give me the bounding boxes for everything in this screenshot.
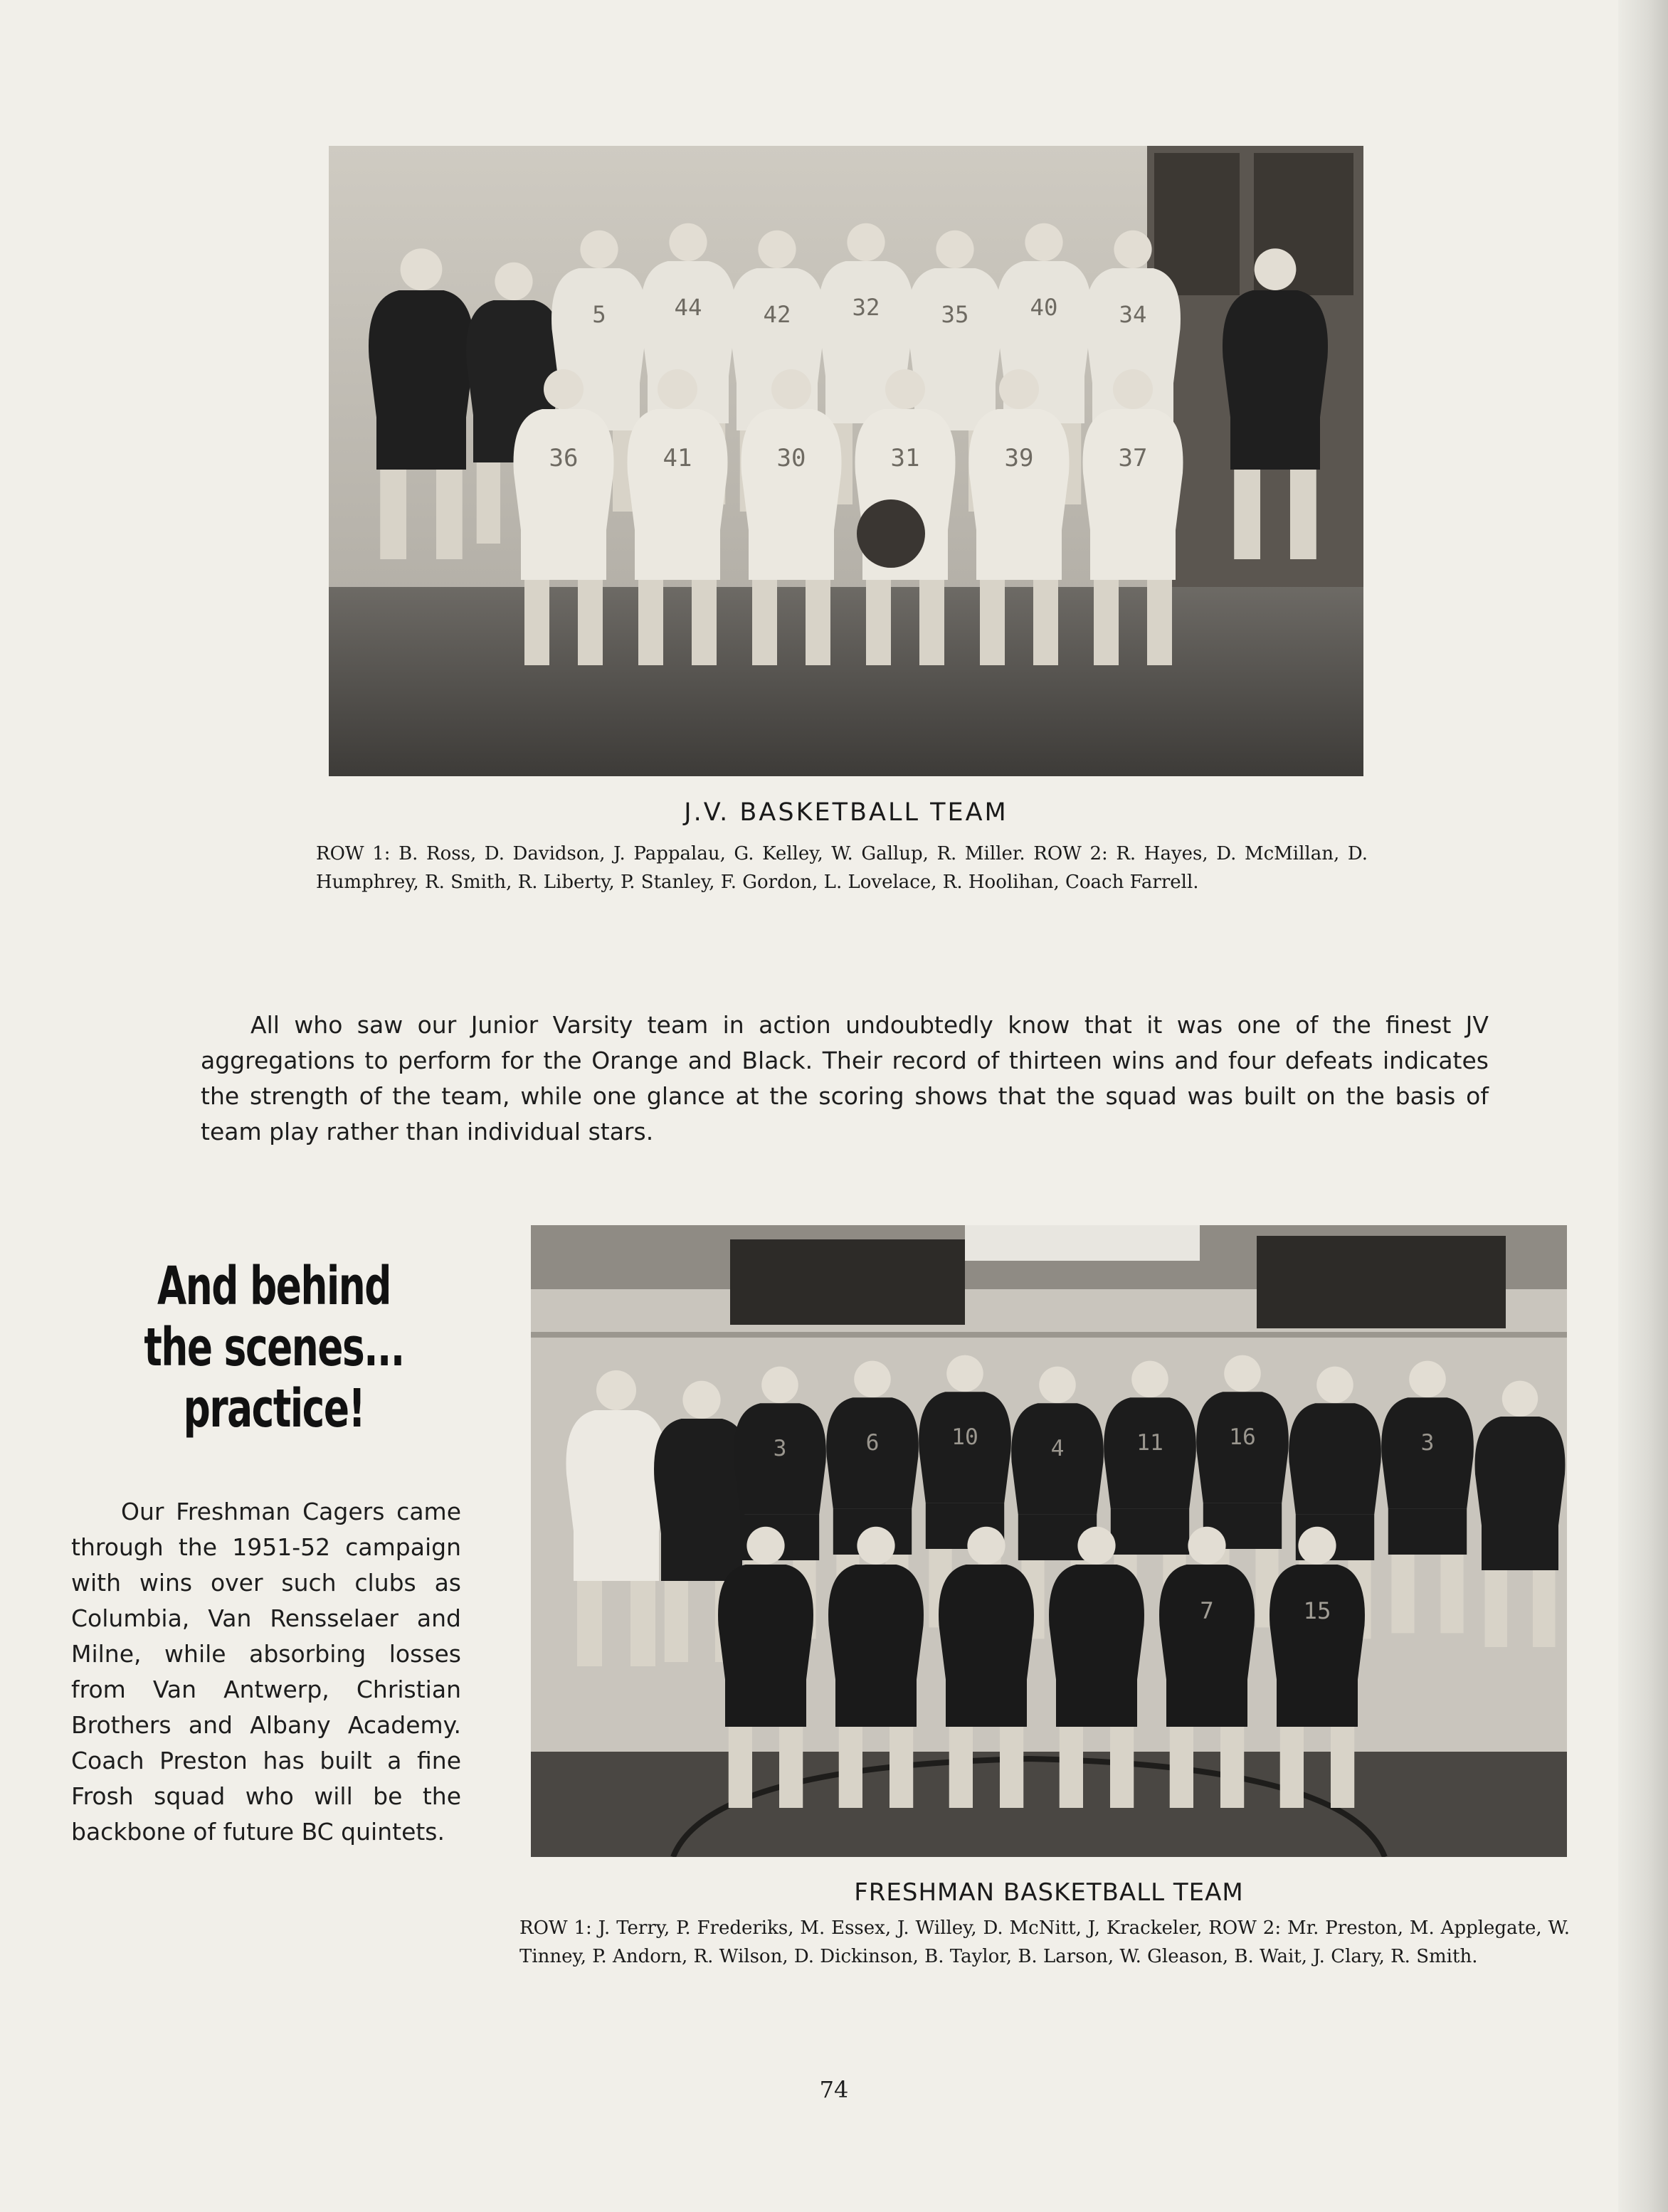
jersey-number: 32 xyxy=(852,294,880,321)
page-number: 74 xyxy=(819,2076,849,2103)
jersey-number: 16 xyxy=(1229,1424,1256,1450)
section-headline xyxy=(133,1256,415,1439)
freshman-body-paragraph: Our Freshman Cagers came through the 1951-52 campaign with wins over such clubs as Columbia, Van Rensselaer and Milne, while absorbing losses from Van Antwerp, Christian Brothers and Albany Academy. Coach Preston has built a fine Frosh squad who will be the backbone of future BC quintets. xyxy=(71,1498,461,1846)
freshman-team-photo xyxy=(531,1225,1567,1857)
jersey-number: 44 xyxy=(674,294,702,321)
jersey-number: 40 xyxy=(1030,294,1058,321)
page-edge xyxy=(1618,0,1668,2212)
headline-line-3: practice! xyxy=(183,1378,365,1439)
jv-body-paragraph: All who saw our Junior Varsity team in action undoubtedly know that it was one of the finest JV aggregations to perform for the Orange and Black. Their record of thirteen wins and four defeats indicates the strength of the team, while one glance at the scoring shows that the squad was built on the basis of team play rather than individual stars. xyxy=(201,1011,1489,1145)
jersey-number: 30 xyxy=(776,444,806,472)
headline-line-1: And behind xyxy=(157,1256,391,1317)
jersey-number: 37 xyxy=(1118,444,1148,472)
jersey-number: 35 xyxy=(941,301,969,328)
jersey-number: 7 xyxy=(1200,1597,1214,1624)
jersey-number: 11 xyxy=(1136,1429,1163,1456)
jersey-number: 42 xyxy=(763,301,791,328)
freshman-roster-caption: ROW 1: J. Terry, P. Frederiks, M. Essex, J. Willey, D. McNitt, J, Krackeler, ROW 2: Mr. Preston, M. Applegate, W. Tinney, P. Andorn, R. Wilson, D. Dickinson, B. Taylor, B. Larson, W. Gleason, B. Wait, J. Clary, R. Smith. xyxy=(519,1917,1570,1967)
jersey-number: 10 xyxy=(951,1424,978,1450)
jersey-number: 3 xyxy=(1420,1429,1435,1456)
jv-caption-title: J.V. BASKETBALL TEAM xyxy=(684,798,1008,827)
jv-roster-caption: ROW 1: B. Ross, D. Davidson, J. Pappalau, G. Kelley, W. Gallup, R. Miller. ROW 2: R. Hayes, D. McMillan, D. Humphrey, R. Smith, R. Liberty, P. Stanley, F. Gordon, L. Lovelace, R. Hoolihan, Coach Farrell. xyxy=(316,843,1368,893)
jersey-number: 34 xyxy=(1119,301,1147,328)
jersey-number: 3 xyxy=(773,1435,787,1461)
jersey-number: 6 xyxy=(865,1429,880,1456)
jersey-number: 4 xyxy=(1050,1435,1065,1461)
jersey-number: 15 xyxy=(1303,1597,1331,1624)
jersey-number: 41 xyxy=(663,444,692,472)
basketball xyxy=(857,499,925,568)
jersey-number: 31 xyxy=(890,444,920,472)
jersey-number: 39 xyxy=(1004,444,1034,472)
freshman-caption-title: FRESHMAN BASKETBALL TEAM xyxy=(854,1878,1244,1907)
headline-line-2: the scenes... xyxy=(144,1317,404,1378)
jersey-number: 36 xyxy=(549,444,579,472)
jersey-number: 5 xyxy=(592,301,606,328)
jv-team-photo xyxy=(329,146,1363,776)
